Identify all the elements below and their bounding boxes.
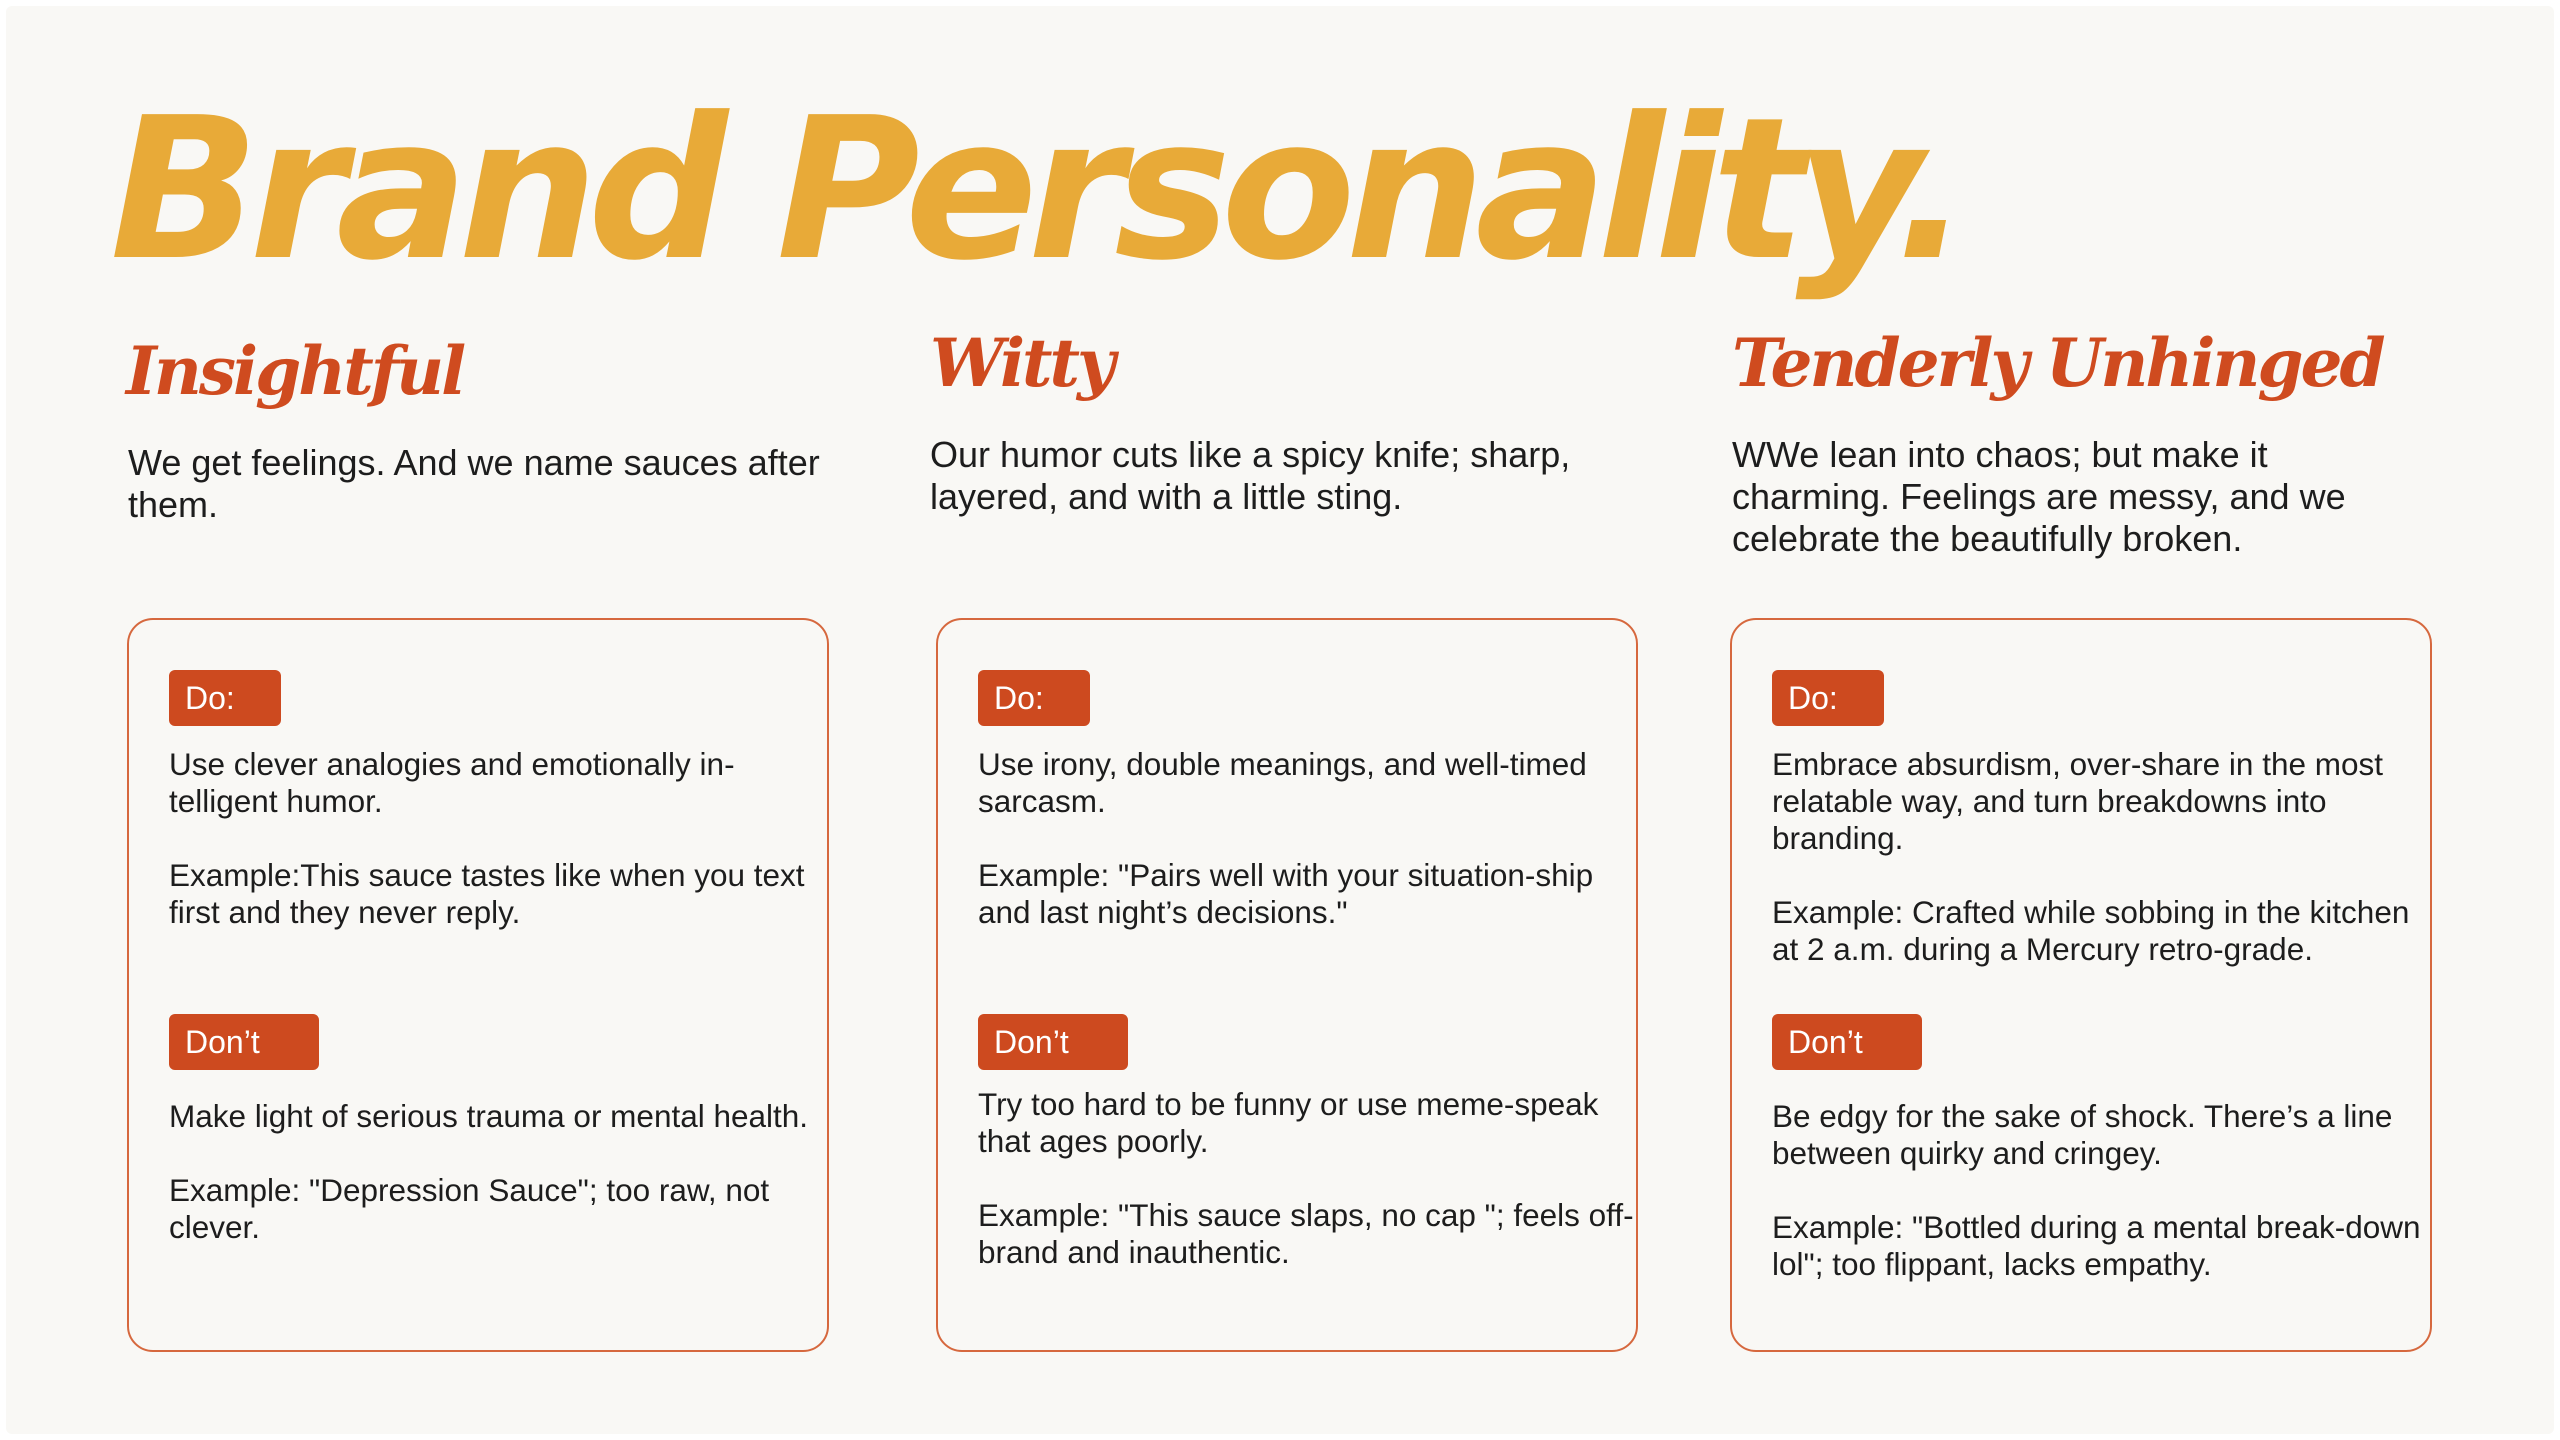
dont-example: Example: "This sauce slaps, no cap "; feels off-brand and inauthentic. xyxy=(978,1197,1634,1270)
dont-badge: Don’t xyxy=(978,1014,1128,1070)
intro-insightful: We get feelings. And we name sauces after them. xyxy=(128,442,820,525)
dont-badge: Don’t xyxy=(1772,1014,1922,1070)
dont-text xyxy=(1772,1098,2432,1283)
dont-guideline: Be edgy for the sake of shock. There’s a line between quirky and cringey. xyxy=(1772,1098,2402,1171)
do-text xyxy=(978,746,1638,931)
card-tenderly-unhinged xyxy=(1730,618,2432,1352)
heading-tenderly-unhinged: Tenderly Unhinged xyxy=(1732,324,2383,402)
heading-insightful: Insightful xyxy=(126,332,464,410)
do-text xyxy=(169,746,829,931)
dont-badge: Don’t xyxy=(169,1014,319,1070)
dont-text xyxy=(169,1098,829,1246)
do-example: Example:This sauce tastes like when you text first and they never reply. xyxy=(169,857,814,930)
dont-text xyxy=(978,1086,1638,1271)
do-example: Example: "Pairs well with your situation-ship and last night’s decisions." xyxy=(978,857,1602,930)
intro-witty: Our humor cuts like a spicy knife; sharp, layered, and with a little sting. xyxy=(930,434,1571,517)
heading-witty: Witty xyxy=(930,324,1113,402)
page-title: Brand Personality. xyxy=(110,76,1960,304)
dont-guideline: Make light of serious trauma or mental health. xyxy=(169,1098,809,1134)
do-badge: Do: xyxy=(1772,670,1884,726)
dont-example: Example: "Depression Sauce"; too raw, not clever. xyxy=(169,1172,778,1245)
dont-guideline: Try too hard to be funny or use meme-speak that ages poorly. xyxy=(978,1086,1608,1159)
card-insightful xyxy=(127,618,829,1352)
do-guideline: Use irony, double meanings, and well-timed sarcasm. xyxy=(978,746,1596,819)
do-guideline: Use clever analogies and emotionally in-telligent humor. xyxy=(169,746,735,819)
do-badge: Do: xyxy=(978,670,1090,726)
intro-tenderly-unhinged: WWe lean into chaos; but make it charming. Feelings are messy, and we celebrate the beautifully broken. xyxy=(1732,434,2346,559)
card-witty xyxy=(936,618,1638,1352)
do-badge: Do: xyxy=(169,670,281,726)
do-guideline: Embrace absurdism, over-share in the most relatable way, and turn breakdowns into branding. xyxy=(1772,746,2392,856)
dont-example: Example: "Bottled during a mental break-down lol"; too flippant, lacks empathy. xyxy=(1772,1209,2430,1282)
do-example: Example: Crafted while sobbing in the kitchen at 2 a.m. during a Mercury retro-grade. xyxy=(1772,894,2419,967)
do-text xyxy=(1772,746,2432,968)
